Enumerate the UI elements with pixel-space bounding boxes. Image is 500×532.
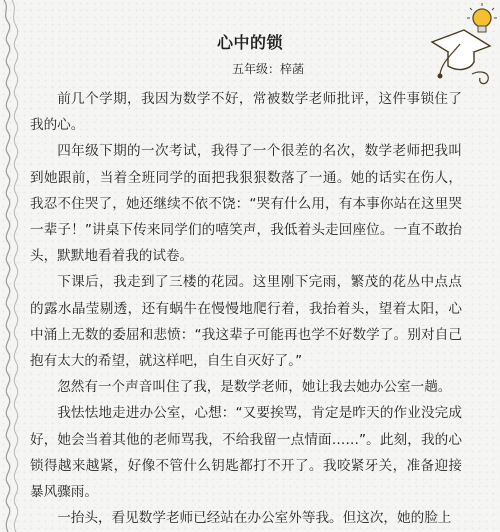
paragraph: 一抬头，看见数学老师已经站在办公室外等我。但这次，她的脸上: [57, 510, 452, 527]
paragraph: 我怯怯地走进办公室，心想：“又要挨骂，肯定是昨天的作业没完成好，她会当着其他的老师骂我，不给我留一点情面……”。此刻，我的心锁得越来越紧，好像不管什么钥匙都打不开了。我咬紧牙关，准备迎接暴风骤雨。: [30, 405, 462, 501]
essay-author: 五年级：梓菡: [231, 62, 304, 76]
paragraph: 忽然有一个声音叫住了我，是数学老师，她让我去她办公室一趟。: [57, 379, 452, 396]
paragraph: 前几个学期，我因为数学不好，常被数学老师批评，这件事锁住了我的心。: [30, 91, 462, 134]
squiggle-border-icon: [0, 0, 22, 532]
lightbulb-icon: [467, 3, 497, 32]
essay-body: [30, 86, 462, 531]
paragraph: 四年级下期的一次考试，我得了一个很差的名次，数学老师把我叫到她跟前，当着全班同学的面把我狠狠数落了一通。她的话实在伤人，我忍不住哭了，她还继续不依不饶：“哭有什么用，有本事你站在这里哭一辈子！”讲桌下传来同学们的嘻笑声，我低着头走回座位。一直不敢抬头，默默地看着我的试卷。: [30, 143, 462, 265]
paragraph: 下课后，我走到了三楼的花园。这里刚下完雨，繁茂的花丛中点点的露水晶莹剔透，还有蜗牛在慢慢地爬行着，我抬着头，望着太阳，心中涌上无数的委屈和悲愤：“我这辈子可能再也学不好数学了。别对自己抱有太大的希望，就这样吧，自生自灭好了。”: [30, 274, 462, 370]
essay-title: 心中的锁: [216, 33, 283, 52]
